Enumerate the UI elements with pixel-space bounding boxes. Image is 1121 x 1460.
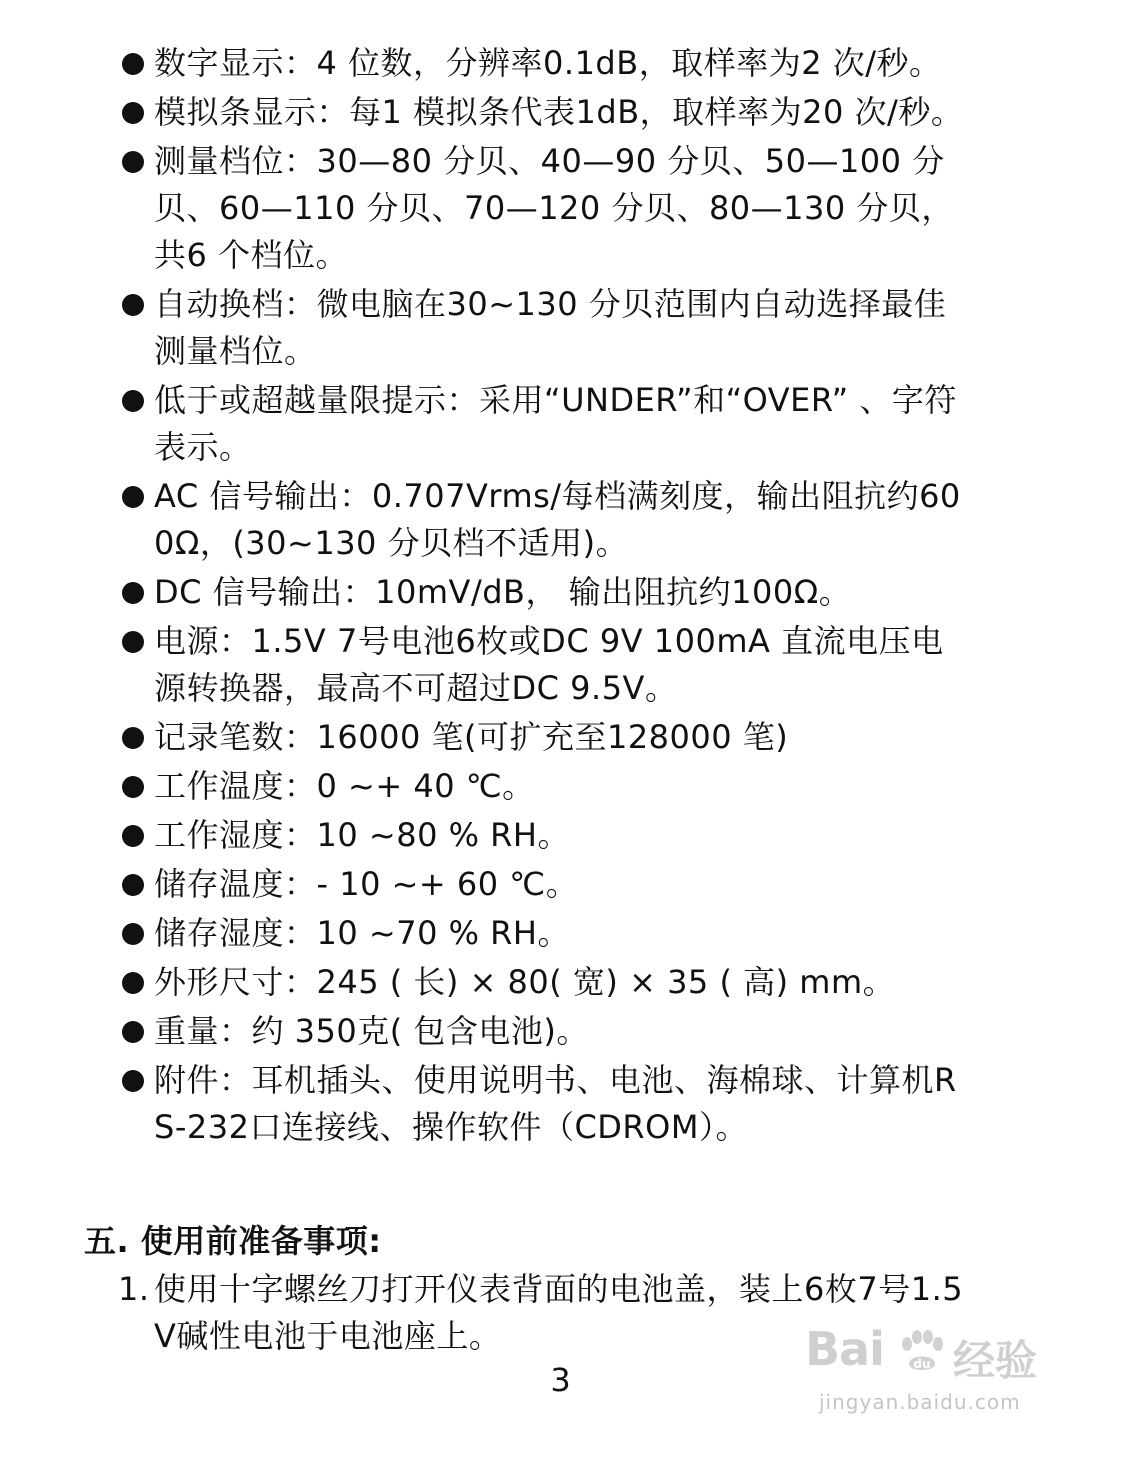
bullet-icon — [122, 102, 144, 124]
list-item — [118, 281, 968, 375]
list-item — [118, 812, 968, 859]
list-item — [118, 1008, 968, 1055]
list-item — [118, 377, 968, 471]
spec-text: 低于或超越量限提示：采用“UNDER”和“OVER” 、字符表示。 — [154, 381, 957, 466]
watermark-brand-cn: 经验 — [953, 1336, 1038, 1385]
list-item — [118, 138, 968, 279]
spec-text: 储存温度：- 10 ~+ 60 ℃。 — [154, 865, 579, 903]
list-item — [118, 89, 968, 136]
watermark-brand: Bai — [805, 1322, 884, 1376]
list-item — [118, 714, 968, 761]
bullet-icon — [122, 390, 144, 412]
spec-text: 工作湿度：10 ~80 % RH。 — [154, 816, 570, 854]
spec-list — [118, 40, 968, 1153]
list-item — [118, 763, 968, 810]
bullet-icon — [122, 972, 144, 994]
bullet-icon — [122, 486, 144, 508]
list-item — [118, 861, 968, 908]
list-item — [118, 473, 968, 567]
section-heading: 五. 使用前准备事项: — [84, 1222, 382, 1260]
list-item — [118, 618, 968, 712]
spec-text: DC 信号输出：10mV/dB， 输出阻抗约100Ω。 — [154, 573, 852, 611]
spec-text: 数字显示：4 位数，分辨率0.1dB，取样率为2 次/秒。 — [154, 44, 942, 82]
bullet-icon — [122, 294, 144, 316]
spec-text: 附件：耳机插头、使用说明书、电池、海棉球、计算机RS-232口连接线、操作软件（CDROM）。 — [154, 1061, 957, 1146]
spec-text: AC 信号输出：0.707Vrms/每档满刻度，输出阻抗约600Ω，(30~130 分贝档不适用)。 — [154, 477, 961, 562]
bullet-icon — [122, 631, 144, 653]
paw-icon — [897, 1330, 947, 1374]
list-item — [118, 910, 968, 957]
step-text: 使用十字螺丝刀打开仪表背面的电池盖，装上6枚7号1.5V碱性电池于电池座上。 — [154, 1270, 964, 1355]
bullet-icon — [122, 151, 144, 173]
bullet-icon — [122, 776, 144, 798]
step-number: 1. — [118, 1270, 150, 1308]
svg-text:du: du — [913, 1357, 931, 1371]
bullet-icon — [122, 1070, 144, 1092]
spec-text: 外形尺寸：245 ( 长) × 80( 宽) × 35 ( 高) mm。 — [154, 963, 896, 1001]
bullet-icon — [122, 1021, 144, 1043]
spec-text: 自动换档：微电脑在30~130 分贝范围内自动选择最佳测量档位。 — [154, 285, 947, 370]
bullet-icon — [122, 53, 144, 75]
baidu-watermark — [805, 1318, 1055, 1428]
list-item — [118, 569, 968, 616]
bullet-icon — [122, 923, 144, 945]
spec-text: 模拟条显示：每1 模拟条代表1dB，取样率为20 次/秒。 — [154, 93, 964, 131]
bullet-icon — [122, 874, 144, 896]
watermark-url: jingyan.baidu.com — [819, 1390, 1021, 1414]
spec-text: 电源：1.5V 7号电池6枚或DC 9V 100mA 直流电压电源转换器，最高不可超过DC 9.5V。 — [154, 622, 944, 707]
watermark-logo — [805, 1318, 1055, 1388]
page-number: 3 — [550, 1361, 571, 1399]
spec-text: 重量：约 350克( 包含电池)。 — [154, 1012, 589, 1050]
list-item — [118, 1057, 968, 1151]
spec-text: 工作温度：0 ~+ 40 ℃。 — [154, 767, 535, 805]
spec-text: 测量档位：30—80 分贝、40—90 分贝、50—100 分贝、60—110 分贝、70—120 分贝、80—130 分贝，共6 个档位。 — [154, 142, 954, 274]
bullet-icon — [122, 582, 144, 604]
bullet-icon — [122, 727, 144, 749]
spec-text: 记录笔数：16000 笔(可扩充至128000 笔) — [154, 718, 789, 756]
list-item — [118, 40, 968, 87]
list-item — [118, 959, 968, 1006]
spec-text: 储存湿度：10 ~70 % RH。 — [154, 914, 570, 952]
bullet-icon — [122, 825, 144, 847]
